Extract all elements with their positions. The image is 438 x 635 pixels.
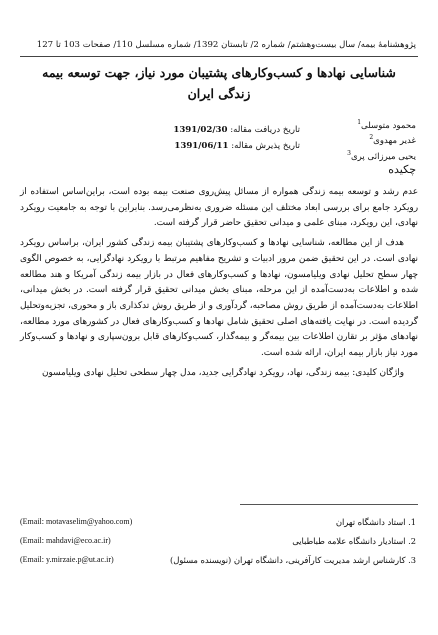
footnote-email[interactable]: (Email: mahdavi@eco.ac.ir) xyxy=(20,536,111,545)
author-1 xyxy=(286,117,416,132)
author-ref: 3 xyxy=(347,149,351,157)
keywords-paragraph xyxy=(20,366,418,382)
footnote-2 xyxy=(20,531,416,550)
footnote-email[interactable]: (Email: y.mirzaie.p@ut.ac.ir) xyxy=(20,555,114,564)
article-dates xyxy=(150,122,300,154)
received-date: 1391/02/30 xyxy=(173,125,228,135)
author-name: محمود متوسلی xyxy=(361,120,416,131)
abstract-heading: چکیده xyxy=(388,163,416,176)
author-2 xyxy=(286,132,416,147)
running-header: پژوهشنامهٔ بیمه/ سال بیست‌وهشتم/ شماره 2/ تابستان 1392/ شماره مسلسل 110/ صفحات 103 تا 127 xyxy=(36,40,416,50)
author-ref: 2 xyxy=(369,134,374,142)
abstract-paragraph-1: عدم رشد و توسعه بیمه زندگی همواره از مسائل پیش‌روی صنعت بیمه بوده است، براین‌اساس استفاده از رویکرد جامع برای بررسی ابعاد مختلف این مسئله ضروری به‌نظرمی‌رسد. بنابراین با توجه به جامعیت رویکرد نهادی، این رویکرد، مبنای علمی و میدانی تحقیق حاضر قرار گرفته است. xyxy=(20,187,418,229)
footnote-3 xyxy=(20,550,416,569)
footnote-text: 3. کارشناس ارشد مدیریت کارآفرینی، دانشگاه تهران (نویسنده مسئول) xyxy=(169,554,416,565)
accepted-date-row xyxy=(150,138,300,154)
author-3 xyxy=(286,148,416,163)
keywords-text: بیمه زندگی، نهاد، رویکرد نهادگرایی جدید، مدل چهار سطحی تحلیل نهادی ویلیامسون xyxy=(41,367,350,378)
keywords-label: واژگان کلیدی: xyxy=(352,367,404,378)
abstract-body xyxy=(20,185,418,385)
footnote-email[interactable]: (Email: motavaselim@yahoo.com) xyxy=(20,517,133,526)
accepted-date: 1391/06/11 xyxy=(174,141,229,151)
footnote-text: 1. استاد دانشگاه تهران xyxy=(335,516,416,527)
author-ref: 1 xyxy=(357,119,362,126)
article-title: شناسایی نهادها و کسب‌وکارهای پشتیبان مورد نیاز، جهت توسعه بیمه زندگی ایران xyxy=(42,65,396,101)
received-label: تاریخ دریافت مقاله: xyxy=(230,125,300,135)
received-date-row xyxy=(150,122,300,138)
header-divider xyxy=(20,56,418,57)
author-list xyxy=(286,117,416,163)
footnote-1 xyxy=(20,512,416,531)
footnotes xyxy=(20,512,416,569)
accepted-label: تاریخ پذیرش مقاله: xyxy=(231,141,300,151)
footnote-text: 2. استادیار دانشگاه علامه طباطبایی xyxy=(292,535,416,546)
footnote-divider xyxy=(240,504,418,505)
abstract-paragraph-2: هدف از این مطالعه، شناسایی نهادها و کسب‌وکارهای پشتیبان بیمه زندگی کشور ایران، براساس رویکرد نهادی است. در این تحقیق ضمن مرور ادبیات و تشریح مفاهیم مرتبط با رویکرد نهادگرایی، به خصوص الگوی چهار سطح تحلیل نهادی ویلیامسون، نهادها و کسب‌وکارهای فعال در بازار بیمه زندگی آمریکا و هند مطالعه شده و اطلاعات به‌دست‌آمده از این مرحله، مبنای بخش میدانی تحقیق قرار گرفته است. در بخش میدانی، اطلاعات به‌دست‌آمده از طریق روش مصاحبه، گردآوری و از طریق روش تدکذاری باز و محوری، تجزیه‌وتحلیل گردیده است. در نهایت یافته‌های اصلی تحقیق شامل نهادها و کسب‌وکارهای فعال در کشورهای مورد مطالعه، نهادهای مؤثر بر تقارن اطلاعات بین بیمه‌گر و بیمه‌گذار، کسب‌وکارهای قابل برون‌سپاری و نهادها و کسب‌وکار مورد نیاز بازار بیمه ایران، ارائه شده است. xyxy=(20,238,418,359)
author-name: یحیی میرزائی پری xyxy=(350,151,416,162)
author-name: غدیر مهدوی xyxy=(373,136,416,147)
